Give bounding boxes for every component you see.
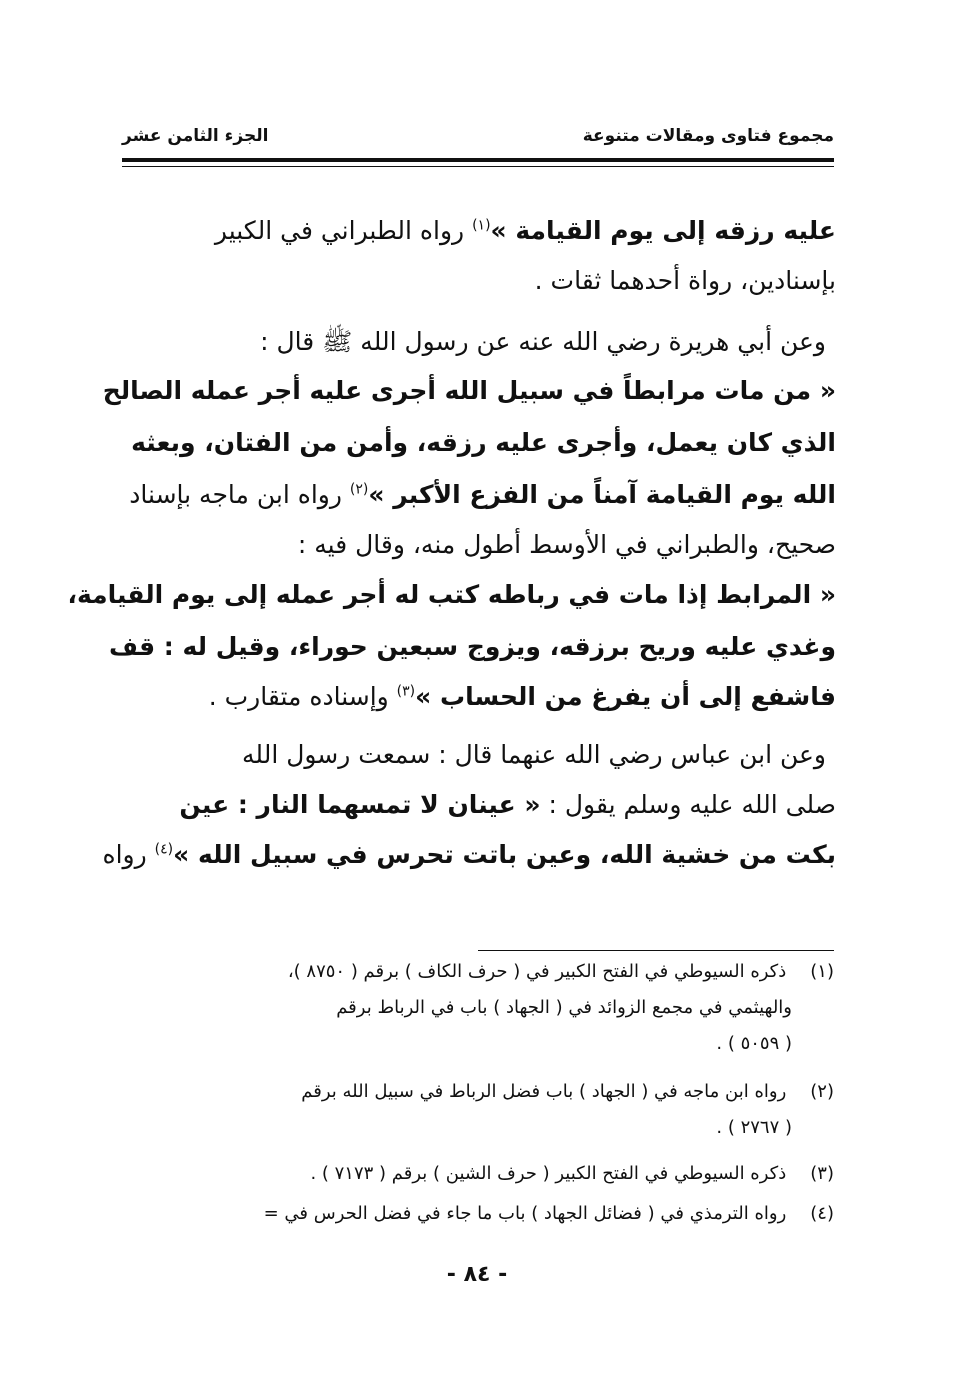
header-rule-thin (122, 166, 834, 167)
quote-text: فاشفع إلى أن يفرغ من الحساب » (415, 682, 836, 711)
narration-text: رواه (102, 840, 155, 869)
footnote-text: رواه ابن ماجه في ( الجهاد ) باب فضل الرباط في سبيل الله برقم (301, 1081, 787, 1102)
text-line: صحيح، والطبراني في الأوسط أطول منه، وقال فيه : (297, 530, 836, 559)
quote-text: الله يوم القيامة آمناً من الفزع الأكبر » (368, 480, 836, 509)
running-header (122, 126, 834, 152)
footnote-text: ذكره السيوطي في الفتح الكبير في ( حرف الكاف ) برقم ( ٨٧٥٠ )، (287, 961, 787, 982)
footnote-text: ( ٥٠٥٩ ) . (716, 1033, 792, 1054)
volume-label: الجزء الثامن عشر (122, 126, 269, 146)
text-line (179, 790, 836, 819)
narration-text: صلى الله عليه وسلم يقول : (540, 790, 836, 819)
footnote-separator (478, 950, 834, 951)
narration-text: رواه الطبراني في الكبير (214, 216, 473, 245)
footnote-3 (310, 1163, 834, 1184)
quote-text: بكت من خشية الله، وعين باتت تحرس في سبيل الله » (173, 840, 836, 869)
footnote-text: رواه الترمذي في ( فضائل الجهاد ) باب ما جاء في فضل الحرس في = (263, 1203, 787, 1224)
footnote-ref: (١) (472, 217, 491, 234)
quote-line: « المرابط إذا مات في رباطه كتب له أجر عمله إلى يوم القيامة، (67, 580, 836, 609)
text-line: وعن أبي هريرة رضي الله عنه عن رسول الله ﷺ قال : (260, 327, 826, 356)
page-number: - ٨٤ - (446, 1262, 508, 1287)
quote-line: الذي كان يعمل، وأجرى عليه رزقه، وأمن من الفتان، وبعثه (131, 428, 836, 457)
text-line (103, 840, 837, 869)
quote-line: وغدي عليه وريح برزقه، ويزوج سبعين حوراء، وقيل له : قف (108, 632, 836, 661)
footnote-text: والهيثمي في مجمع الزوائد في ( الجهاد ) باب في الرباط برقم (336, 997, 792, 1018)
footnote-number: (٤) (810, 1203, 834, 1224)
footnote-ref: (٢) (349, 481, 369, 498)
text-line (129, 480, 836, 509)
footnote-text: ذكره السيوطي في الفتح الكبير ( حرف الشين ) برقم ( ٧١٧٣ ) . (310, 1163, 787, 1184)
narration-text: رواه ابن ماجه بإسناد (129, 480, 350, 509)
narration-text: وإسناده متقارب . (208, 682, 397, 711)
text-line: بإسنادين، رواة أحدهما ثقات . (534, 266, 836, 295)
footnote-number: (٣) (810, 1163, 834, 1184)
footnote-4 (264, 1203, 834, 1224)
text-line (209, 682, 836, 711)
footnote-number: (١) (810, 961, 834, 982)
footnote-number: (٢) (810, 1081, 834, 1102)
footnote-ref: (٤) (154, 841, 174, 858)
text-line (215, 216, 836, 245)
book-title: مجموع فتاوى ومقالات متنوعة (582, 126, 834, 146)
footnote-2 (301, 1081, 834, 1102)
quote-text: عليه رزقه إلى يوم القيامة » (490, 216, 836, 245)
text-line: وعن ابن عباس رضي الله عنهما قال : سمعت رسول الله (242, 740, 826, 769)
footnote-ref: (٣) (396, 683, 416, 700)
footnote-1 (288, 961, 834, 982)
quote-line: « من مات مرابطاً في سبيل الله أجرى عليه أجر عمله الصالح (102, 376, 836, 405)
quote-text: « عينان لا تمسهما النار : عين (179, 790, 541, 819)
header-rule-thick (122, 158, 834, 162)
footnote-text: ( ٢٧٦٧ ) . (716, 1117, 792, 1138)
